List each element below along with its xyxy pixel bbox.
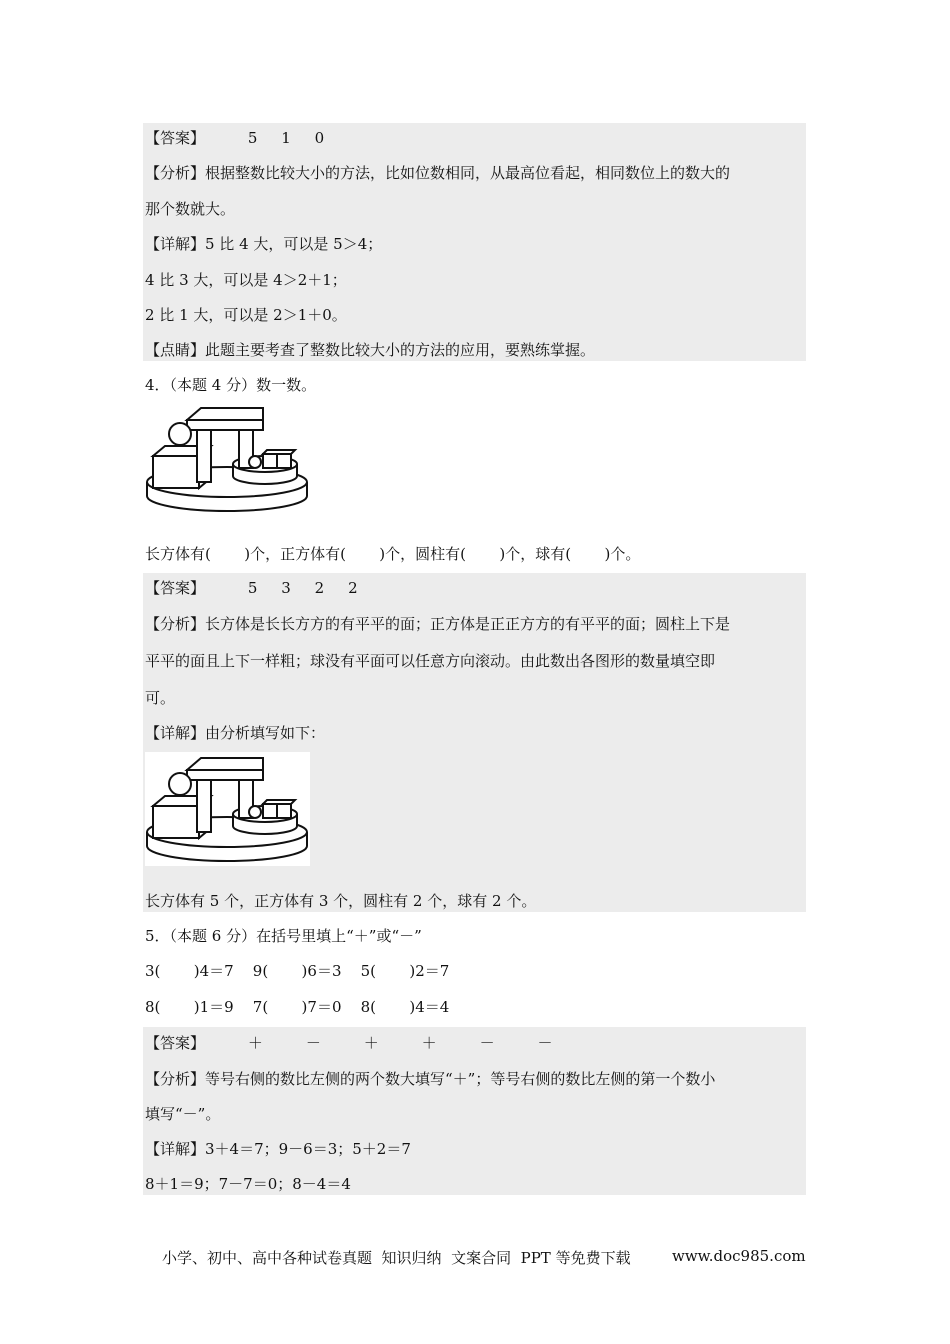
answer-line: 【答案】 5 1 0 — [145, 129, 325, 147]
analysis-line: 可。 — [145, 689, 176, 707]
analysis-line: 平平的面且上下一样粗；球没有平面可以任意方向滚动。由此数出各图形的数量填空即 — [145, 652, 716, 670]
question-text: 长方体有( )个，正方体有( )个，圆柱有( )个，球有( )个。 — [145, 545, 641, 563]
footer-text: 小学、初中、高中各种试卷真题 知识归纳 文案合同 PPT 等免费下载 — [162, 1249, 631, 1267]
question-row: 8( )1＝9 7( )7＝0 8( )4＝4 — [145, 998, 450, 1016]
analysis-line: 那个数就大。 — [145, 200, 236, 218]
analysis-line: 填写“－”。 — [145, 1105, 221, 1123]
detail-line: 4 比 3 大，可以是 4＞2＋1； — [145, 271, 347, 289]
detail-line: 【详解】由分析填写如下： — [145, 724, 326, 742]
detail-line: 【详解】5 比 4 大，可以是 5＞4； — [145, 235, 383, 253]
question-title: 4．（本题 4 分）数一数。 — [145, 376, 317, 394]
analysis-line: 【分析】等号右侧的数比左侧的两个数大填写“＋”；等号右侧的数比左侧的第一个数小 — [145, 1070, 716, 1088]
comment-line: 【点睛】此题主要考查了整数比较大小的方法的应用，要熟练掌握。 — [145, 341, 596, 359]
analysis-line: 【分析】根据整数比较大小的方法，比如位数相同，从最高位看起，相同数位上的数大的 — [145, 164, 731, 182]
solids-figure — [145, 404, 310, 516]
solids-figure-answer — [145, 752, 310, 866]
answer-line: 【答案】 5 3 2 2 — [145, 579, 358, 597]
question-title: 5．（本题 6 分）在括号里填上“＋”或“－” — [145, 927, 422, 945]
question-row: 3( )4＝7 9( )6＝3 5( )2＝7 — [145, 962, 450, 980]
result-line: 长方体有 5 个，正方体有 3 个，圆柱有 2 个，球有 2 个。 — [145, 892, 537, 910]
analysis-line: 【分析】长方体是长长方方的有平平的面；正方体是正正方方的有平平的面；圆柱上下是 — [145, 615, 731, 633]
footer-url[interactable]: www.doc985.com — [672, 1247, 806, 1265]
detail-line: 2 比 1 大，可以是 2＞1＋0。 — [145, 306, 347, 324]
answer-line: 【答案】 ＋ － ＋ ＋ － － — [145, 1034, 553, 1052]
detail-line: 8＋1＝9；7－7＝0；8－4＝4 — [145, 1175, 351, 1193]
detail-line: 【详解】3＋4＝7；9－6＝3；5＋2＝7 — [145, 1140, 411, 1158]
